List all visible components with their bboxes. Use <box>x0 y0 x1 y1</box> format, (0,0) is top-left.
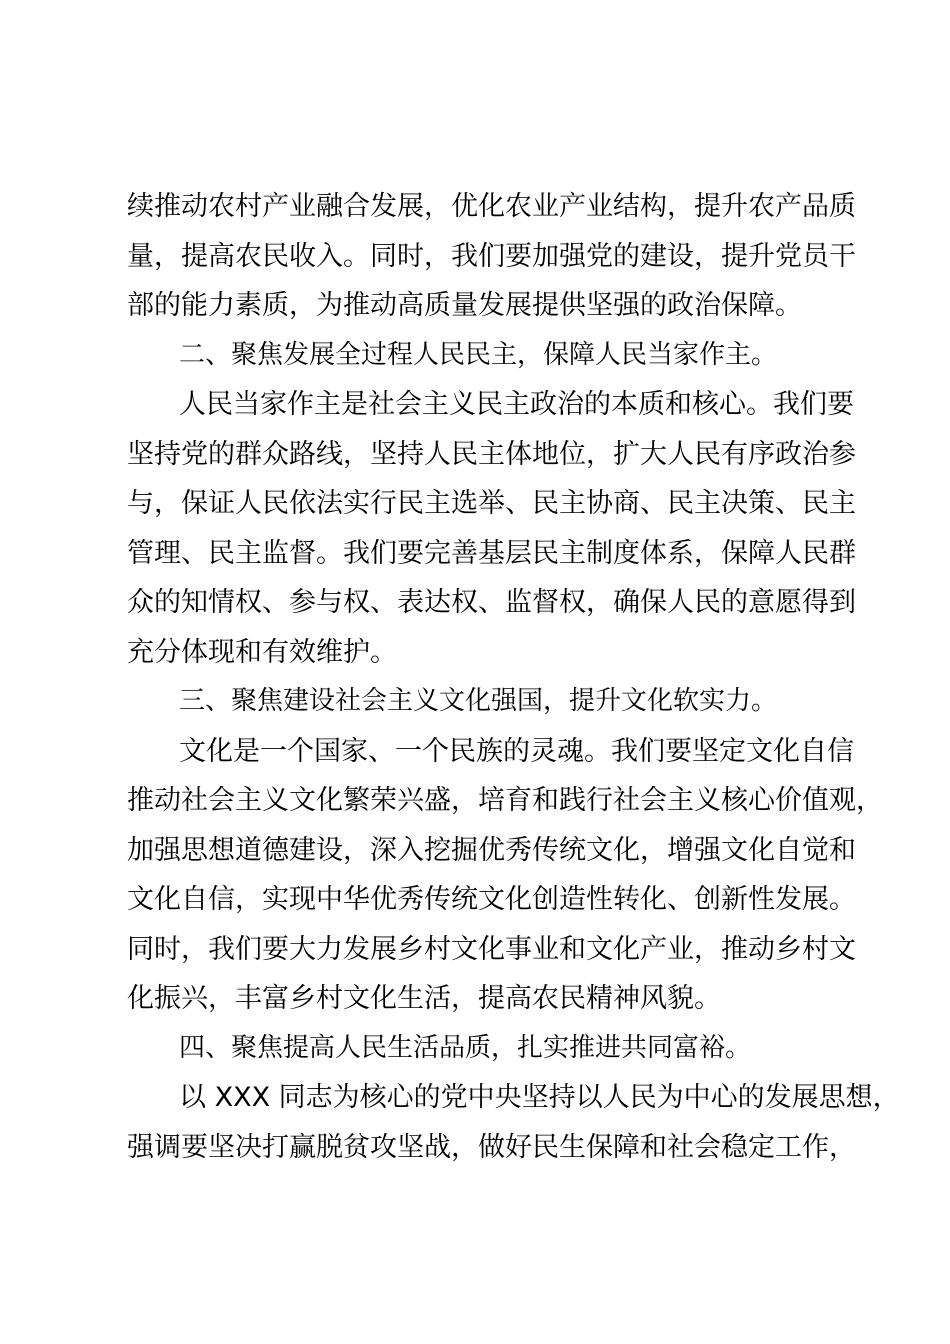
text-line: 充分体现和有效维护。 <box>127 636 397 668</box>
section-heading-line: 四、聚焦提高人民生活品质，扎实推进共同富裕。 <box>179 1032 752 1063</box>
section-heading-line: 二、聚焦发展全过程人民民主，保障人民当家作主。 <box>179 339 778 370</box>
text-line: 管理、民主监督。我们要完善基层民主制度体系，保障人民群 <box>127 537 856 569</box>
text-line: 文化是一个国家、一个民族的灵魂。我们要坚定文化自信 <box>179 735 854 767</box>
document-body <box>127 182 900 1172</box>
text-line: 以 XXX 同志为核心的党中央坚持以人民为中心的发展思想， <box>179 1082 900 1113</box>
text-line: 强调要坚决打赢脱贫攻坚战，做好民生保障和社会稳定工作， <box>127 1131 856 1163</box>
text-line: 推动社会主义文化繁荣兴盛，培育和践行社会主义核心价值观， <box>127 785 883 816</box>
text-line: 量，提高农民收入。同时，我们要加强党的建设，提升党员干 <box>127 240 856 272</box>
text-line: 坚持党的群众路线，坚持人民主体地位，扩大人民有序政治参 <box>127 438 856 470</box>
section-heading-line: 三、聚焦建设社会主义文化强国，提升文化软实力。 <box>179 686 778 716</box>
text-line: 同时，我们要大力发展乡村文化事业和文化产业，推动乡村文 <box>127 933 856 965</box>
text-line: 人民当家作主是社会主义民主政治的本质和核心。我们要 <box>179 389 854 420</box>
text-line: 续推动农村产业融合发展，优化农业产业结构，提升农产品质 <box>127 191 856 222</box>
text-line: 部的能力素质，为推动高质量发展提供坚强的政治保障。 <box>127 290 802 321</box>
text-line: 化振兴，丰富乡村文化生活，提高农民精神风貌。 <box>127 983 721 1014</box>
text-line: 加强思想道德建设，深入挖掘优秀传统文化，增强文化自觉和 <box>127 834 856 866</box>
text-line: 与，保证人民依法实行民主选举、民主协商、民主决策、民主 <box>127 488 856 519</box>
text-line: 众的知情权、参与权、表达权、监督权，确保人民的意愿得到 <box>127 587 856 618</box>
text-line: 文化自信，实现中华优秀传统文化创造性转化、创新性发展。 <box>127 884 856 915</box>
